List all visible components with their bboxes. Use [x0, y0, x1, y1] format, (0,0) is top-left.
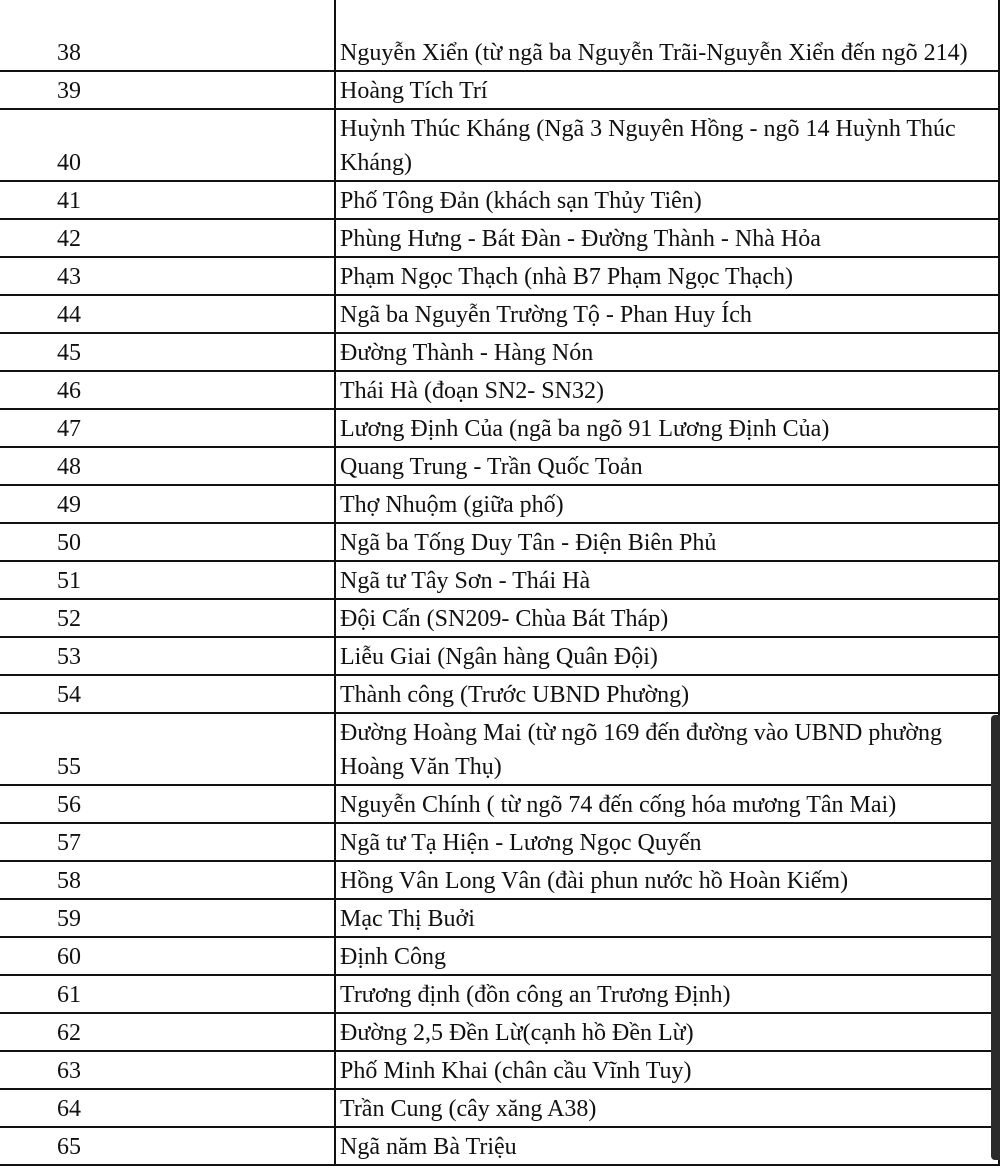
- row-number-cell: 60: [0, 937, 335, 975]
- row-number-cell: 45: [0, 333, 335, 371]
- location-name-cell: Ngã tư Tạ Hiện - Lương Ngọc Quyến: [335, 823, 999, 861]
- location-name-cell: Mạc Thị Buởi: [335, 899, 999, 937]
- table-row: [0, 975, 999, 1013]
- table-row: [0, 561, 999, 599]
- location-name-cell: Quang Trung - Trần Quốc Toản: [335, 447, 999, 485]
- table-row: [0, 109, 999, 181]
- location-name-cell: Hồng Vân Long Vân (đài phun nước hồ Hoàn Kiếm): [335, 861, 999, 899]
- row-number-cell: 41: [0, 181, 335, 219]
- row-number-cell: 57: [0, 823, 335, 861]
- table-row: [0, 447, 999, 485]
- location-name-cell: Ngã ba Nguyễn Trường Tộ - Phan Huy Ích: [335, 295, 999, 333]
- table-row: [0, 637, 999, 675]
- table-row: [0, 371, 999, 409]
- location-name-cell: Đường Thành - Hàng Nón: [335, 333, 999, 371]
- table-row: [0, 861, 999, 899]
- location-name-cell: Đường 2,5 Đền Lừ(cạnh hồ Đền Lừ): [335, 1013, 999, 1051]
- table-row: [0, 713, 999, 785]
- row-number-cell: 62: [0, 1013, 335, 1051]
- location-name-cell: Trần Cung (cây xăng A38): [335, 1089, 999, 1127]
- row-number-cell: 56: [0, 785, 335, 823]
- row-number-cell: 49: [0, 485, 335, 523]
- table-row: [0, 257, 999, 295]
- location-name-cell: Ngã tư Tây Sơn - Thái Hà: [335, 561, 999, 599]
- row-number-cell: 44: [0, 295, 335, 333]
- table-row: [0, 675, 999, 713]
- row-number-cell: 40: [0, 109, 335, 181]
- location-name-cell: Đường Hoàng Mai (từ ngõ 169 đến đường vào UBND phường Hoàng Văn Thụ): [335, 713, 999, 785]
- location-name-cell: Lương Định Của (ngã ba ngõ 91 Lương Định Của): [335, 409, 999, 447]
- table-row: [0, 485, 999, 523]
- location-name-cell: Phố Tông Đản (khách sạn Thủy Tiên): [335, 181, 999, 219]
- table-row: [0, 1127, 999, 1165]
- row-number-cell: 50: [0, 523, 335, 561]
- row-number-cell: 48: [0, 447, 335, 485]
- table-row: [0, 1013, 999, 1051]
- table-row: [0, 0, 999, 71]
- row-number-cell: 42: [0, 219, 335, 257]
- location-name-cell: Phố Minh Khai (chân cầu Vĩnh Tuy): [335, 1051, 999, 1089]
- row-number-cell: 53: [0, 637, 335, 675]
- location-name-cell: Hoàng Tích Trí: [335, 71, 999, 109]
- location-name-cell: Trương định (đồn công an Trương Định): [335, 975, 999, 1013]
- table-row: [0, 823, 999, 861]
- table-row: [0, 71, 999, 109]
- scrollbar[interactable]: [991, 715, 1000, 1160]
- row-number-cell: 64: [0, 1089, 335, 1127]
- table-row: [0, 181, 999, 219]
- row-number-cell: 46: [0, 371, 335, 409]
- table-row: [0, 1051, 999, 1089]
- location-name-cell: Liễu Giai (Ngân hàng Quân Đội): [335, 637, 999, 675]
- table-row: [0, 333, 999, 371]
- location-name-cell: Phạm Ngọc Thạch (nhà B7 Phạm Ngọc Thạch): [335, 257, 999, 295]
- row-number-cell: 54: [0, 675, 335, 713]
- location-name-cell: Nguyễn Chính ( từ ngõ 74 đến cống hóa mương Tân Mai): [335, 785, 999, 823]
- location-name-cell: Đội Cấn (SN209- Chùa Bát Tháp): [335, 599, 999, 637]
- row-number-cell: 65: [0, 1127, 335, 1165]
- row-number-cell: 63: [0, 1051, 335, 1089]
- table-row: [0, 409, 999, 447]
- location-name-cell: Thành công (Trước UBND Phường): [335, 675, 999, 713]
- row-number-cell: 55: [0, 713, 335, 785]
- row-number-cell: 47: [0, 409, 335, 447]
- location-name-cell: Ngã ba Tống Duy Tân - Điện Biên Phủ: [335, 523, 999, 561]
- table-row: [0, 899, 999, 937]
- table-row: [0, 295, 999, 333]
- table-row: [0, 599, 999, 637]
- location-name-cell: Ngã năm Bà Triệu: [335, 1127, 999, 1165]
- row-number-cell: 61: [0, 975, 335, 1013]
- location-name-cell: Thợ Nhuộm (giữa phố): [335, 485, 999, 523]
- row-number-cell: 58: [0, 861, 335, 899]
- row-number-cell: 51: [0, 561, 335, 599]
- location-name-cell: Huỳnh Thúc Kháng (Ngã 3 Nguyên Hồng - ngõ 14 Huỳnh Thúc Kháng): [335, 109, 999, 181]
- row-number-cell: 52: [0, 599, 335, 637]
- row-number-cell: 38: [0, 0, 335, 71]
- table-row: [0, 219, 999, 257]
- location-name-cell: Nguyễn Xiển (từ ngã ba Nguyễn Trãi-Nguyễn Xiển đến ngõ 214): [335, 0, 999, 71]
- table-row: [0, 1089, 999, 1127]
- location-name-cell: Thái Hà (đoạn SN2- SN32): [335, 371, 999, 409]
- row-number-cell: 59: [0, 899, 335, 937]
- row-number-cell: 43: [0, 257, 335, 295]
- table-row: [0, 937, 999, 975]
- location-name-cell: Định Công: [335, 937, 999, 975]
- table-row: [0, 523, 999, 561]
- row-number-cell: 39: [0, 71, 335, 109]
- table-row: [0, 785, 999, 823]
- location-name-cell: Phùng Hưng - Bát Đàn - Đường Thành - Nhà Hỏa: [335, 219, 999, 257]
